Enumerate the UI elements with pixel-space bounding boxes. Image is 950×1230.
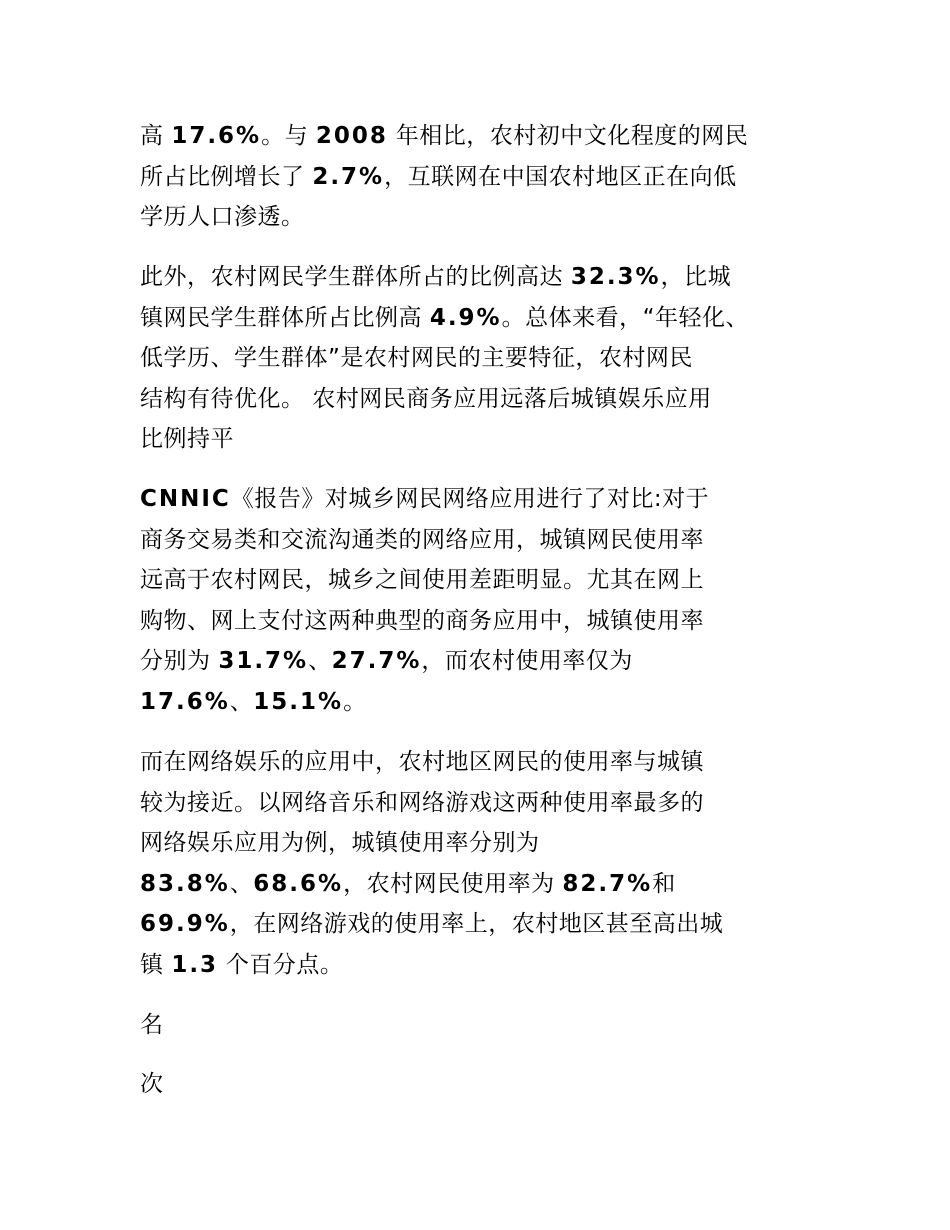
text-run: 次 bbox=[140, 1071, 164, 1097]
text-run: 商务交易类和交流沟通类的网络应用，城镇网民使用率 bbox=[140, 526, 704, 553]
text-line bbox=[140, 864, 820, 905]
bold-figure: 68.6% bbox=[253, 870, 344, 897]
bold-figure: 69.9% bbox=[140, 911, 230, 937]
bold-figure: 1.3 bbox=[171, 951, 219, 978]
text-run: 、 bbox=[229, 688, 254, 715]
text-line bbox=[140, 904, 820, 945]
text-run: 。与 bbox=[261, 123, 316, 149]
text-line bbox=[140, 479, 820, 520]
text-run: 比例持平 bbox=[140, 426, 234, 452]
bold-figure: 32.3% bbox=[570, 264, 661, 290]
text-run: 。 bbox=[343, 688, 367, 715]
text-line bbox=[140, 419, 820, 460]
text-line bbox=[140, 116, 820, 157]
bold-figure: 17.6% bbox=[140, 688, 230, 715]
bold-figure: 82.7% bbox=[562, 870, 653, 897]
text-run: 《报告》对城乡网民网络应用进行了对比:对于 bbox=[230, 486, 710, 512]
text-run: 较为接近。以网络音乐和网络游戏这两种使用率最多的 bbox=[140, 789, 704, 816]
text-line bbox=[140, 379, 820, 420]
text-run: 高 bbox=[140, 123, 172, 149]
bold-figure: 2.7% bbox=[312, 163, 385, 190]
text-line bbox=[140, 197, 820, 238]
bold-figure: 2008 bbox=[315, 123, 388, 149]
text-run: 此外，农村网民学生群体所占的比例高达 bbox=[140, 264, 571, 290]
text-run: ，互联网在中国农村地区正在向低 bbox=[384, 163, 737, 190]
text-run: 名 bbox=[140, 1012, 164, 1038]
paragraph-rank-label-2 bbox=[140, 1064, 820, 1105]
text-line bbox=[140, 945, 820, 986]
text-run: ，而农村使用率仅为 bbox=[421, 648, 633, 674]
bold-figure: 31.7% bbox=[218, 648, 309, 674]
paragraph-rank-label-1 bbox=[140, 1005, 820, 1046]
text-line bbox=[140, 783, 820, 824]
text-line bbox=[140, 641, 820, 682]
text-line bbox=[140, 298, 820, 339]
bold-figure: 17.6% bbox=[171, 123, 262, 149]
text-line bbox=[140, 338, 820, 379]
text-run: 远高于农村网民，城乡之间使用差距明显。尤其在网上 bbox=[140, 567, 704, 593]
text-run: 而在网络娱乐的应用中，农村地区网民的使用率与城镇 bbox=[140, 749, 704, 775]
text-line bbox=[140, 1064, 820, 1105]
paragraph-entertainment-apps bbox=[140, 742, 820, 985]
text-line bbox=[140, 601, 820, 642]
text-run: 镇网民学生群体所占比例高 bbox=[140, 304, 430, 331]
text-run: 购物、网上支付这两种典型的商务应用中，城镇使用率 bbox=[140, 607, 704, 634]
text-run: 、 bbox=[308, 648, 332, 674]
text-run: ，比城 bbox=[660, 264, 732, 290]
text-run: ，农村网民使用率为 bbox=[343, 870, 563, 897]
text-run: 、 bbox=[229, 870, 254, 897]
text-run: 分别为 bbox=[140, 648, 219, 674]
text-run: 学历人口渗透。 bbox=[140, 204, 305, 230]
text-line bbox=[140, 682, 820, 723]
bold-figure: CNNIC bbox=[140, 486, 231, 512]
text-run: ，在网络游戏的使用率上，农村地区甚至高出城 bbox=[229, 911, 724, 937]
text-line bbox=[140, 823, 820, 864]
bold-figure: 83.8% bbox=[140, 870, 230, 897]
text-line bbox=[140, 742, 820, 783]
text-run: 。总体来看，“年轻化、 bbox=[501, 304, 750, 331]
text-line bbox=[140, 520, 820, 561]
paragraph-student-group bbox=[140, 257, 820, 460]
paragraph-commerce-apps bbox=[140, 479, 820, 722]
text-run: 年相比，农村初中文化程度的网民 bbox=[387, 123, 749, 149]
text-run: 结构有待优化。 农村网民商务应用远落后城镇娱乐应用 bbox=[140, 385, 712, 412]
bold-figure: 4.9% bbox=[429, 304, 502, 331]
bold-figure: 27.7% bbox=[331, 648, 422, 674]
text-run: 所占比例增长了 bbox=[140, 163, 313, 190]
bold-figure: 15.1% bbox=[253, 688, 344, 715]
text-run: 低学历、学生群体”是农村网民的主要特征，农村网民 bbox=[140, 345, 693, 371]
text-run: 个百分点。 bbox=[218, 951, 344, 978]
text-line bbox=[140, 257, 820, 298]
paragraph-education bbox=[140, 116, 820, 238]
text-line bbox=[140, 560, 820, 601]
text-line bbox=[140, 1005, 820, 1046]
text-line bbox=[140, 157, 820, 198]
text-run: 镇 bbox=[140, 951, 172, 978]
text-run: 网络娱乐应用为例，城镇使用率分别为 bbox=[140, 830, 540, 856]
text-run: 和 bbox=[652, 870, 676, 897]
